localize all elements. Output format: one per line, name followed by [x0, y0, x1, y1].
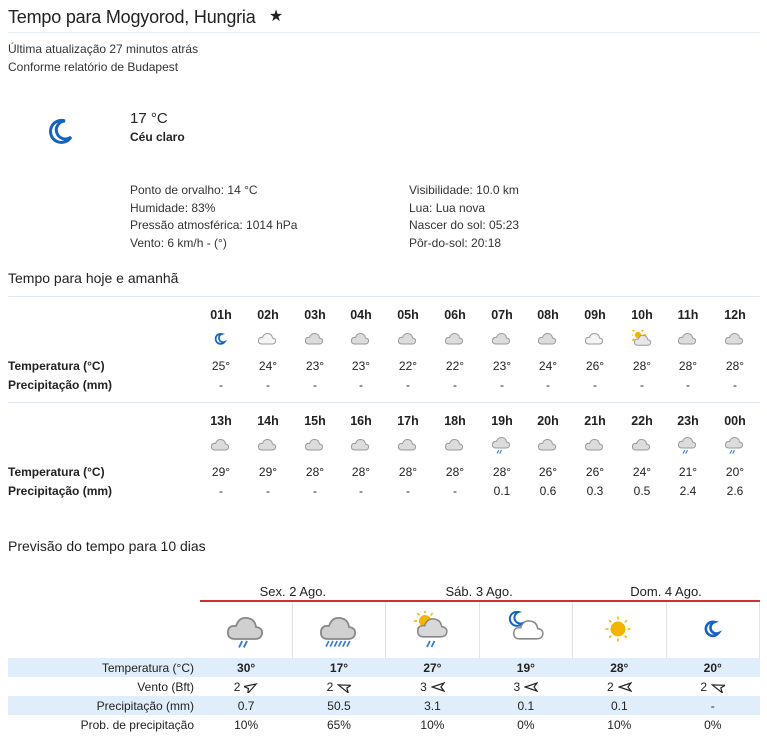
daily-value: [386, 696, 479, 715]
hour-precipitation: 0.6: [539, 484, 557, 498]
cloud-icon: [432, 436, 478, 456]
hour-temperature: 28°: [445, 465, 465, 479]
cloud-icon: [338, 436, 384, 456]
daily-value: [479, 696, 572, 715]
hour-label: 22h: [631, 414, 653, 428]
visibility: Visibilidade: 10.0 km: [409, 183, 519, 197]
daily-value: [573, 677, 666, 696]
current-condition: Céu claro: [130, 130, 185, 144]
daily-value: [386, 658, 479, 677]
hour-precipitation: 2.4: [679, 484, 697, 498]
moon-phase: Lua: Lua nova: [409, 200, 486, 215]
daily-value: [479, 658, 572, 677]
hour-temperature: 21°: [678, 465, 698, 479]
divider: [8, 402, 760, 403]
value-text: 2: [326, 679, 334, 694]
hour-temperature: 26°: [585, 465, 605, 479]
humidity: Humidade: 83%: [130, 200, 216, 215]
hour-precipitation: -: [219, 378, 223, 392]
daily-value: [386, 715, 479, 734]
precipitation-label: Precipitação (mm): [8, 484, 113, 498]
daily-day-header: [8, 582, 760, 601]
value-text: 2: [606, 679, 614, 694]
hour-label: 20h: [537, 414, 559, 428]
row-label: Prob. de precipitação: [80, 717, 194, 732]
temperature-label: Temperatura (°C): [8, 359, 105, 373]
hour-precipitation: -: [406, 378, 410, 392]
daily-value: [386, 677, 479, 696]
daily-value: [200, 715, 292, 734]
value-text: 10%: [420, 717, 445, 732]
value-text: -: [710, 698, 715, 713]
hour-precipitation: -: [593, 378, 597, 392]
divider: [8, 296, 760, 297]
hour-precipitation: -: [266, 484, 270, 498]
cloud-light-icon: [572, 330, 618, 350]
daily-value: [573, 696, 666, 715]
daily-value: [200, 677, 292, 696]
cloud-icon: [712, 330, 758, 350]
hour-label: 12h: [724, 308, 746, 322]
hour-label: 03h: [304, 308, 326, 322]
hour-label: 13h: [210, 414, 232, 428]
cloud-icon: [385, 436, 431, 456]
day-header: Sex. 2 Ago.: [200, 582, 386, 601]
temperature-label: Temperatura (°C): [8, 465, 105, 479]
title-row: [8, 4, 760, 33]
daily-value: [292, 658, 385, 677]
hour-temperature: 28°: [398, 465, 418, 479]
row-label: Vento (Bft): [137, 679, 194, 694]
moon-icon: [198, 330, 244, 350]
hour-temperature: 25°: [211, 359, 231, 373]
value-text: 3.1: [424, 698, 441, 713]
hour-temperature: 20°: [725, 465, 745, 479]
moon-icon: [666, 601, 760, 658]
hour-label: 18h: [444, 414, 466, 428]
hour-label: 16h: [350, 414, 372, 428]
daily-row: [8, 715, 760, 734]
wind-direction-icon: [524, 681, 538, 693]
hour-temperature: 26°: [538, 465, 558, 479]
cloud-icon: [619, 436, 665, 456]
hour-label: 08h: [537, 308, 559, 322]
cloud-icon: [198, 436, 244, 456]
sun-icon: [573, 601, 666, 658]
day-header: Dom. 4 Ago.: [573, 582, 760, 601]
value-text: 20°: [703, 660, 722, 675]
value-text: 10%: [234, 717, 259, 732]
daily-icons-row: [8, 601, 760, 658]
hour-label: 17h: [397, 414, 419, 428]
hour-precipitation: -: [359, 484, 363, 498]
daily-value: [479, 715, 572, 734]
daily-value: [666, 696, 760, 715]
value-text: 65%: [326, 717, 351, 732]
hour-temperature: 26°: [585, 359, 605, 373]
daily-row: [8, 677, 760, 696]
hour-precipitation: 0.1: [493, 484, 511, 498]
value-text: 27°: [423, 660, 442, 675]
dew-point: Ponto de orvalho: 14 °C: [130, 183, 258, 197]
hour-temperature: 24°: [538, 359, 558, 373]
daily-value: [292, 677, 385, 696]
value-text: 2: [233, 679, 241, 694]
hour-label: 00h: [724, 414, 746, 428]
cloud-icon: [385, 330, 431, 350]
sunrise: Nascer do sol: 05:23: [409, 218, 520, 232]
hour-precipitation: -: [640, 378, 644, 392]
daily-value: [200, 696, 292, 715]
hour-precipitation: -: [453, 484, 457, 498]
hour-label: 15h: [304, 414, 326, 428]
value-text: 3: [513, 679, 521, 694]
moon-icon: [48, 118, 74, 147]
cloud-rain-icon: [712, 436, 758, 456]
hourly-section-title: Tempo para hoje e amanhã: [8, 270, 179, 286]
hour-label: 19h: [491, 414, 513, 428]
hour-precipitation: -: [406, 484, 410, 498]
hour-label: 05h: [397, 308, 419, 322]
cloud-icon: [292, 330, 338, 350]
daily-value: [666, 715, 760, 734]
hour-precipitation: -: [500, 378, 504, 392]
hour-temperature: 28°: [492, 465, 512, 479]
hour-temperature: 22°: [445, 359, 465, 373]
hour-label: 01h: [210, 308, 232, 322]
value-text: 3: [420, 679, 427, 694]
cloud-icon: [572, 436, 618, 456]
hour-temperature: 23°: [492, 359, 512, 373]
hour-precipitation: 0.3: [586, 484, 604, 498]
hour-precipitation: -: [219, 484, 223, 498]
hour-temperature: 24°: [258, 359, 278, 373]
value-text: 50.5: [327, 698, 351, 713]
cloud-rain-icon: [200, 601, 292, 658]
hour-precipitation: 2.6: [726, 484, 744, 498]
hour-precipitation: -: [313, 484, 317, 498]
details-right: [409, 182, 519, 252]
page-title: Tempo para Mogyorod, Hungria: [8, 7, 256, 27]
wind-direction-icon: [431, 681, 445, 693]
cloud-icon: [245, 436, 291, 456]
daily-row: [8, 696, 760, 715]
daily-section-title: Previsão do tempo para 10 dias: [8, 538, 206, 554]
sun-cloud-rain-icon: [386, 601, 479, 658]
value-text: 28°: [610, 660, 629, 675]
value-text: 0%: [517, 717, 535, 732]
sunset: Pôr-do-sol: 20:18: [409, 235, 502, 250]
daily-forecast-table: [8, 582, 760, 734]
precipitation-label: Precipitação (mm): [8, 378, 113, 392]
last-update-text: Última atualização 27 minutos atrás: [8, 42, 199, 56]
wind: Vento: 6 km/h - (°): [130, 235, 227, 250]
hour-label: 06h: [444, 308, 466, 322]
hour-temperature: 28°: [351, 465, 371, 479]
daily-value: [200, 658, 292, 677]
daily-row: [8, 658, 760, 677]
hour-temperature: 29°: [211, 465, 231, 479]
hour-temperature: 23°: [351, 359, 371, 373]
hour-temperature: 29°: [258, 465, 278, 479]
wind-direction-icon: [337, 681, 351, 693]
cloud-heavy-rain-icon: [292, 601, 385, 658]
pressure: Pressão atmosférica: 1014 hPa: [130, 218, 298, 232]
daily-value: [479, 677, 572, 696]
daily-value: [666, 658, 760, 677]
star-icon[interactable]: ★: [268, 8, 284, 25]
sun-cloud-icon: [619, 330, 665, 350]
hour-label: 14h: [257, 414, 279, 428]
cloud-icon: [432, 330, 478, 350]
value-text: 0%: [704, 717, 722, 732]
daily-value: [666, 677, 760, 696]
moon-cloud-icon: [479, 601, 572, 658]
hour-temperature: 22°: [398, 359, 418, 373]
value-text: 2: [700, 679, 708, 694]
hour-temperature: 28°: [305, 465, 325, 479]
cloud-rain-icon: [479, 436, 525, 456]
hour-precipitation: -: [733, 378, 737, 392]
hour-precipitation: -: [359, 378, 363, 392]
value-text: 0.1: [517, 698, 535, 713]
cloud-icon: [665, 330, 711, 350]
value-text: 30°: [237, 660, 256, 675]
daily-value: [573, 715, 666, 734]
details-left: [130, 182, 297, 252]
update-info: [8, 40, 198, 76]
hour-temperature: 23°: [305, 359, 325, 373]
value-text: 0.7: [237, 698, 255, 713]
cloud-icon: [525, 436, 571, 456]
hour-precipitation: -: [313, 378, 317, 392]
value-text: 19°: [516, 660, 535, 675]
hour-label: 07h: [491, 308, 513, 322]
cloud-rain-icon: [665, 436, 711, 456]
cloud-icon: [525, 330, 571, 350]
hour-label: 23h: [677, 414, 699, 428]
value-text: 0.1: [610, 698, 628, 713]
hour-label: 02h: [257, 308, 279, 322]
current-temperature: 17 °C: [130, 110, 168, 127]
wind-direction-icon: [244, 681, 258, 693]
hour-precipitation: -: [546, 378, 550, 392]
hour-label: 10h: [631, 308, 653, 322]
row-label: Precipitação (mm): [8, 696, 200, 715]
hour-label: 09h: [584, 308, 606, 322]
value-text: 10%: [607, 717, 632, 732]
hour-label: 21h: [584, 414, 606, 428]
hour-precipitation: -: [266, 378, 270, 392]
station-text: Conforme relatório de Budapest: [8, 60, 179, 74]
value-text: 17°: [329, 660, 349, 675]
daily-value: [292, 696, 385, 715]
daily-value: [292, 715, 385, 734]
hour-precipitation: -: [453, 378, 457, 392]
hour-temperature: 28°: [678, 359, 698, 373]
daily-value: [573, 658, 666, 677]
hour-precipitation: 0.5: [633, 484, 651, 498]
wind-direction-icon: [618, 681, 632, 693]
cloud-icon: [479, 330, 525, 350]
hour-precipitation: -: [686, 378, 690, 392]
hour-temperature: 24°: [632, 465, 652, 479]
wind-direction-icon: [711, 681, 725, 693]
hour-temperature: 28°: [632, 359, 652, 373]
row-label: Temperatura (°C): [8, 658, 200, 677]
hour-label: 04h: [350, 308, 372, 322]
cloud-icon: [292, 436, 338, 456]
day-header: Sáb. 3 Ago.: [386, 582, 573, 601]
hour-label: 11h: [677, 308, 699, 322]
hour-temperature: 28°: [725, 359, 745, 373]
cloud-icon: [338, 330, 384, 350]
cloud-light-icon: [245, 330, 291, 350]
